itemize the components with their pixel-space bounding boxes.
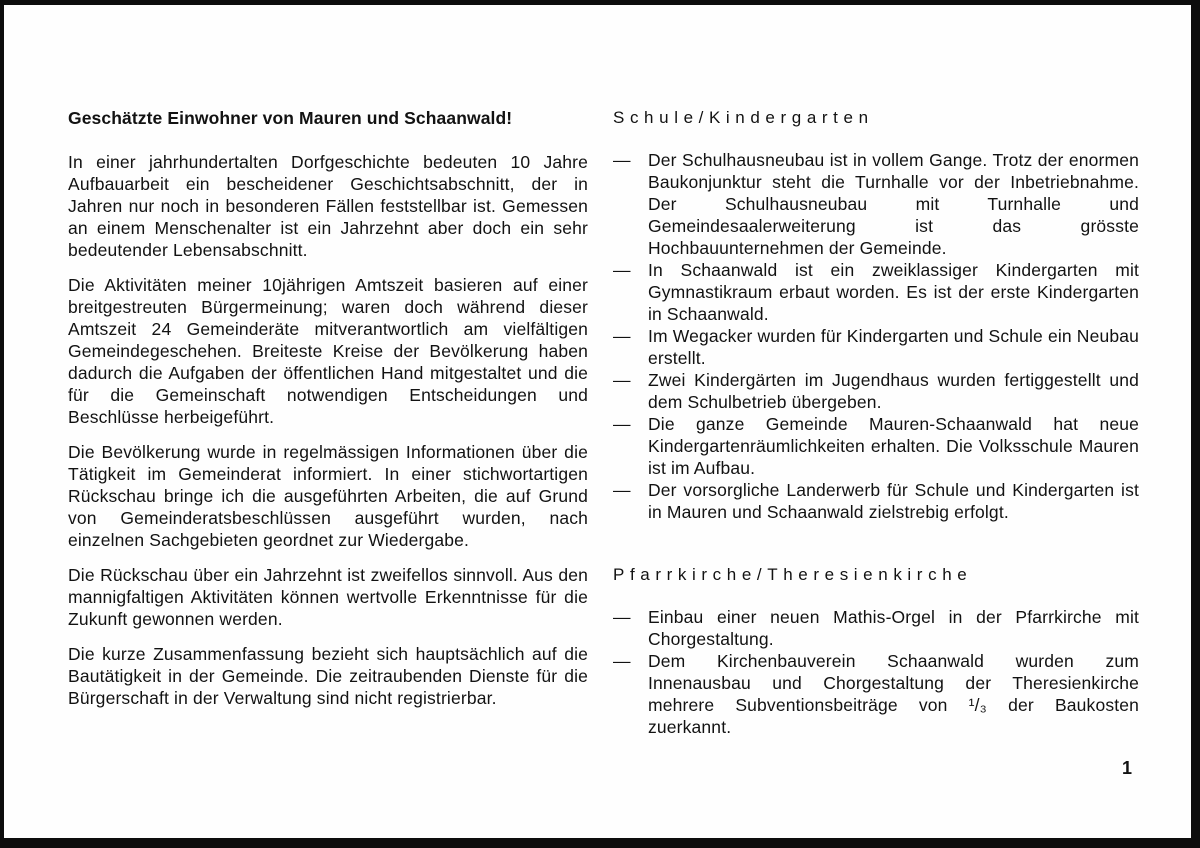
dash-bullet-icon: — [613, 260, 631, 280]
page-number: 1 [1122, 758, 1133, 778]
page-title: Geschätzte Einwohner von Mauren und Schaanwald! [68, 108, 513, 128]
dash-bullet-icon: — [613, 414, 631, 434]
list-item-text: Der Schulhausneubau ist in vollem Gange. Trotz der enormen Baukonjunktur steht die Turnhalle vor der Inbetriebnahme. Der Schulhausneubau mit Turnhalle und Gemeindesaalerweiterung ist das grösste Hochbauunternehmen der Gemeinde. [648, 150, 1139, 258]
section-schule-kindergarten [613, 107, 1139, 523]
paragraph: Die Rückschau über ein Jahrzehnt ist zweifellos sinnvoll. Aus den mannigfaltigen Aktivitäten können wertvolle Erkenntnisse für die Zukunft gewonnen werden. [68, 565, 588, 629]
list-item-text: Zwei Kindergärten im Jugendhaus wurden fertiggestellt und dem Schulbetrieb übergeben. [648, 370, 1139, 412]
dash-bullet-icon: — [613, 480, 631, 500]
list-item [613, 606, 1139, 650]
section-heading: Pfarrkirche/Theresienkirche [613, 565, 973, 584]
dash-bullet-icon: — [613, 607, 631, 627]
list-item [613, 650, 1139, 738]
section-heading: Schule/Kindergarten [613, 108, 874, 127]
list-item [613, 259, 1139, 325]
list-item-text: Die ganze Gemeinde Mauren-Schaanwald hat neue Kindergartenräumlichkeiten erhalten. Die Volksschule Mauren ist im Aufbau. [648, 414, 1139, 478]
paragraph: Die Aktivitäten meiner 10jährigen Amtszeit basieren auf einer breitgestreuten Bürgermeinung; waren doch während dieser Amtszeit 24 Gemeinderäte mitverantwortlich am vielfältigen Gemeindegeschehen. Breiteste Kreise der Bevölkerung haben dadurch die Aufgaben der öffentlichen Hand mitgestaltet und die für die Gemeinschaft notwendigen Entscheidungen und Beschlüsse herbeigeführt. [68, 275, 588, 427]
list-item-text: Der vorsorgliche Landerwerb für Schule und Kindergarten ist in Mauren und Schaanwald zielstrebig erfolgt. [648, 480, 1139, 522]
left-column [68, 107, 588, 722]
paragraph: Die kurze Zusammenfassung bezieht sich hauptsächlich auf die Bautätigkeit in der Gemeinde. Die zeitraubenden Dienste für die Bürgerschaft in der Verwaltung sind nicht registrierbar. [68, 644, 588, 708]
list-item [613, 325, 1139, 369]
paragraph: In einer jahrhundertalten Dorfgeschichte bedeuten 10 Jahre Aufbauarbeit ein bescheidener Geschichtsabschnitt, der in Jahren nur noch in besonderen Fällen feststellbar ist. Gemessen an einem Menschenalter ist ein Jahrzehnt aber doch ein sehr bedeutender Lebensabschnitt. [68, 152, 588, 260]
list-item-text: Dem Kirchenbauverein Schaanwald wurden zum Innenausbau und Chorgestaltung der Theresienkirche mehrere Subventionsbeiträge von ¹/₃ der Baukosten zuerkannt. [648, 651, 1139, 737]
list-item [613, 149, 1139, 259]
document-page [4, 5, 1191, 838]
dash-bullet-icon: — [613, 326, 631, 346]
list-item [613, 413, 1139, 479]
dash-bullet-icon: — [613, 651, 631, 671]
section-pfarrkirche-theresienkirche [613, 564, 1139, 738]
dash-bullet-icon: — [613, 370, 631, 390]
right-column [613, 107, 1139, 738]
list-item-text: Im Wegacker wurden für Kindergarten und Schule ein Neubau erstellt. [648, 326, 1139, 368]
list-item [613, 479, 1139, 523]
list-item-text: In Schaanwald ist ein zweiklassiger Kindergarten mit Gymnastikraum erbaut worden. Es ist der erste Kindergarten in Schaanwald. [648, 260, 1139, 324]
paragraph: Die Bevölkerung wurde in regelmässigen Informationen über die Tätigkeit im Gemeinderat informiert. In einer stichwortartigen Rückschau bringe ich die ausgeführten Arbeiten, die auf Grund von Gemeinderatsbeschlüssen ausgeführt wurden, nach einzelnen Sachgebieten geordnet zur Wiedergabe. [68, 442, 588, 550]
list-item-text: Einbau einer neuen Mathis-Orgel in der Pfarrkirche mit Chorgestaltung. [648, 607, 1139, 649]
list-item [613, 369, 1139, 413]
dash-bullet-icon: — [613, 150, 631, 170]
